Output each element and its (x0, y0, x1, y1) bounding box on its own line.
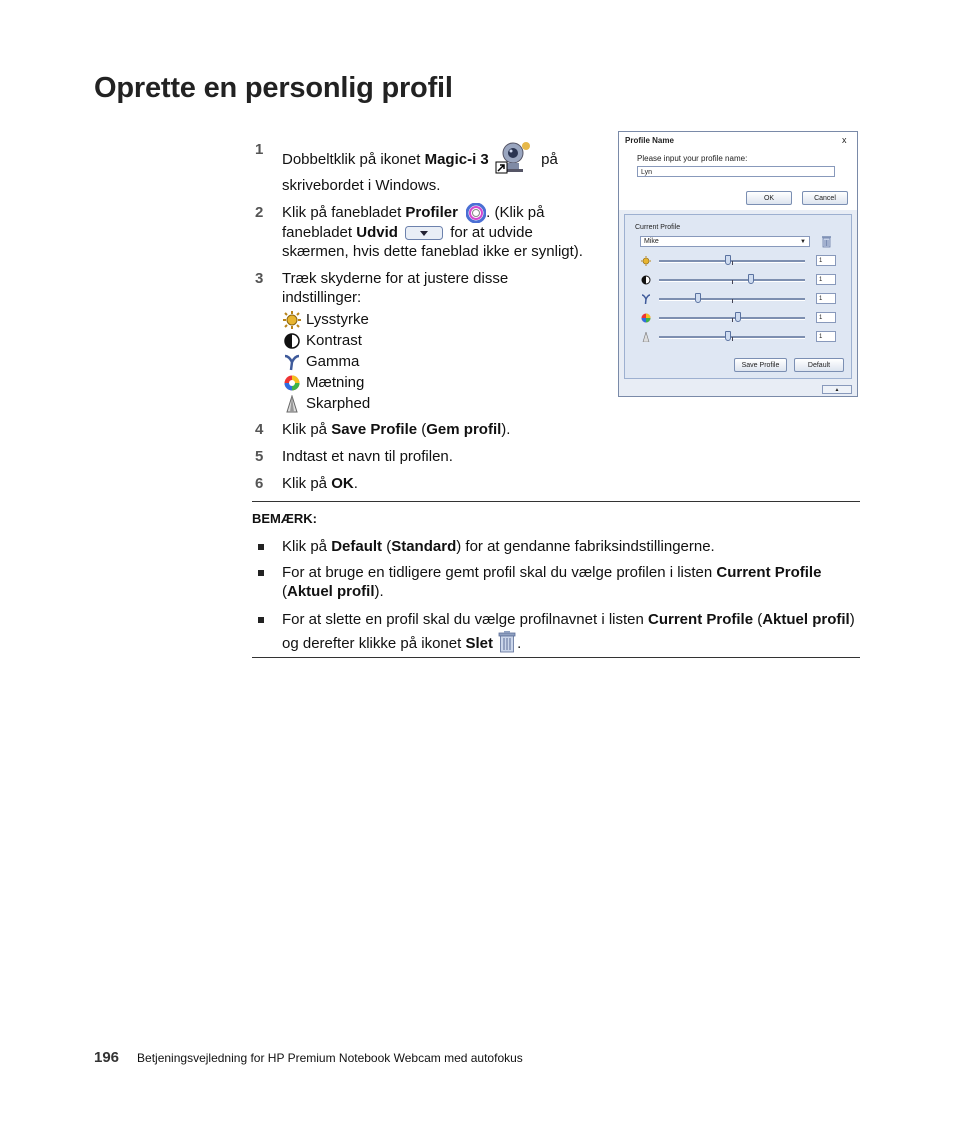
note-bottom-rule (252, 657, 860, 658)
note-box (252, 509, 860, 662)
saturation-icon (282, 374, 302, 392)
step-2: 2 Klik på fanebladet Profiler . (Klik på fanebladet Udvid for at udvide skærmen, hvis dette faneblad ikke er synligt). (255, 204, 583, 261)
contrast-icon (282, 332, 302, 350)
contrast-icon (641, 275, 651, 285)
slider-thumb[interactable] (735, 312, 741, 322)
step-4: 4 Klik på Save Profile (Gem profil). (255, 421, 511, 439)
slider-brightness[interactable] (641, 254, 841, 268)
list-item: Mætning (282, 372, 600, 393)
page-footer (94, 1049, 523, 1066)
note-item: For at bruge en tidligere gemt profil skal du vælge profilen i listen Current Profile (Aktuel profil). (252, 563, 860, 601)
note-top-rule (252, 501, 860, 502)
brightness-value-field[interactable]: 1 (816, 255, 836, 266)
list-item: Gamma (282, 351, 600, 372)
page-number: 196 (94, 1049, 120, 1066)
webcam-app-icon (495, 140, 535, 176)
gamma-value-field[interactable]: 1 (816, 293, 836, 304)
trash-icon[interactable] (821, 235, 832, 248)
note-item: Klik på Default (Standard) for at gendanne fabriksindstillingerne. (252, 537, 860, 556)
slider-thumb[interactable] (748, 274, 754, 284)
adjustment-list (282, 309, 600, 414)
default-button[interactable]: Default (794, 358, 844, 372)
profiles-tab-icon (466, 203, 486, 223)
page-title: Oprette en personlig profil (94, 72, 453, 104)
sharpness-value-field[interactable]: 1 (816, 331, 836, 342)
slider-thumb[interactable] (725, 331, 731, 341)
bullet-icon (258, 617, 264, 623)
step-5: 5 Indtast et navn til profilen. (255, 448, 453, 466)
saturation-value-field[interactable]: 1 (816, 312, 836, 323)
list-item: Lysstyrke (282, 309, 600, 330)
note-item: For at slette en profil skal du vælge profilnavnet i listen Current Profile (Aktuel profil) og derefter klikke på ikonet Slet . (252, 608, 860, 655)
chevron-down-icon: ▼ (800, 239, 806, 245)
current-profile-select[interactable]: Mike ▼ (640, 236, 810, 247)
dialog-prompt: Please input your profile name: (637, 154, 748, 163)
brightness-icon (641, 256, 651, 266)
slider-thumb[interactable] (725, 255, 731, 265)
save-profile-button[interactable]: Save Profile (734, 358, 787, 372)
bullet-icon (258, 544, 264, 550)
slider-thumb[interactable] (695, 293, 701, 303)
bullet-icon (258, 570, 264, 576)
step-1: 1 Dobbeltklik på ikonet Magic-i 3 på skrivebordet i Windows. (255, 141, 558, 194)
slider-sharpness[interactable] (641, 330, 841, 344)
expand-tab-icon (405, 226, 443, 240)
profile-name-dialog (618, 131, 858, 397)
dialog-title: Profile Name (625, 136, 674, 145)
current-profile-label: Current Profile (635, 224, 681, 231)
ok-button[interactable]: OK (746, 191, 792, 205)
list-item: Skarphed (282, 393, 600, 414)
step-3: 3 Træk skyderne for at justere disse indstillinger: Lysstyrke Kontrast Gamma Mætning Skarphed (255, 269, 600, 414)
close-icon[interactable]: x (842, 135, 847, 145)
sharpness-icon (282, 395, 302, 413)
steps-list (255, 140, 600, 493)
gamma-icon (641, 294, 651, 304)
list-item: Kontrast (282, 330, 600, 351)
gamma-icon (282, 353, 302, 371)
step-6: 6 Klik på OK. (255, 475, 358, 493)
saturation-icon (641, 313, 651, 323)
cancel-button[interactable]: Cancel (802, 191, 848, 205)
slider-saturation[interactable] (641, 311, 841, 325)
slider-gamma[interactable] (641, 292, 841, 306)
sharpness-icon (641, 332, 651, 342)
brightness-icon (282, 311, 302, 329)
collapse-button[interactable]: ▲ (822, 385, 852, 394)
profile-name-input[interactable]: Lyn (637, 166, 835, 177)
slider-contrast[interactable] (641, 273, 841, 287)
footer-text: Betjeningsvejledning for HP Premium Notebook Webcam med autofokus (137, 1051, 523, 1065)
trash-icon (497, 631, 517, 653)
contrast-value-field[interactable]: 1 (816, 274, 836, 285)
note-label: BEMÆRK: (252, 511, 317, 526)
